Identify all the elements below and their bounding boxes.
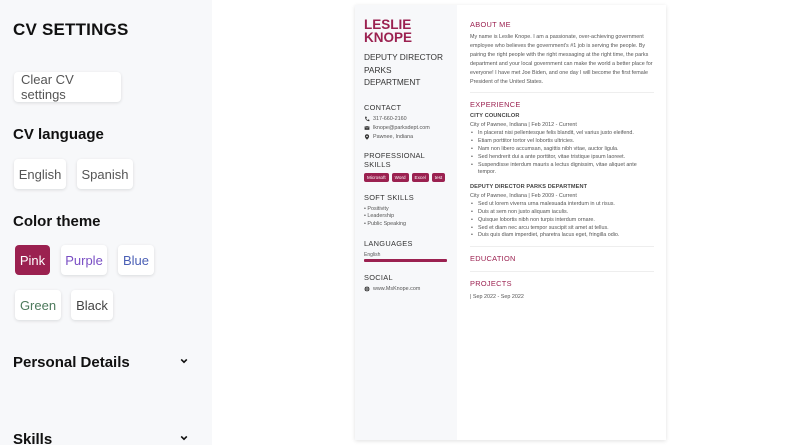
about-text: My name is Leslie Knope. I am a passionate, over-achieving government employee who believes the government's #1 job is serving the people. By pairing the right people with the right messaging at the right time, the parks department and your local government can make the world a better place for everyone! I have met Joe Biden, and one day I will become the first female President of the United States. (470, 34, 653, 85)
experience-title: DEPUTY DIRECTOR PARKS DEPARTMENT (470, 184, 588, 191)
bullet-item: • Nam non libero accumsan, sagittis nibh vitae, auctor ligula. (470, 146, 654, 154)
soft-skill-item: • Leadership (364, 213, 395, 219)
experience-heading: EXPERIENCE (470, 100, 521, 110)
location-pin-icon (364, 134, 370, 140)
bullet-item: • Suspendisse interdum mauris a lectus dignissim, vitae aliquet ante tempor. (470, 162, 654, 178)
color-pink-button[interactable]: Pink (15, 245, 50, 275)
contact-location (364, 134, 448, 140)
cv-document (355, 5, 666, 440)
education-heading: EDUCATION (470, 254, 516, 264)
cv-right-column (457, 5, 666, 440)
soft-skills-heading: SOFT SKILLS (364, 192, 414, 202)
cv-left-column (355, 5, 457, 440)
bullet-item: • Duis quis diam imperdiet, pharetra lacus eget, fringilla odio. (470, 232, 654, 240)
color-theme-heading: Color theme (13, 213, 101, 230)
divider (470, 271, 654, 272)
cv-job-title (364, 51, 448, 89)
bullet-item: • Quisque lobortis nibh non turpis interdum ornare. (470, 217, 654, 225)
globe-icon (364, 286, 370, 292)
chevron-down-icon[interactable] (180, 434, 188, 442)
sidebar-title: CV SETTINGS (13, 20, 129, 39)
clear-cv-settings-button[interactable]: Clear CV settings (14, 72, 121, 102)
bullet-item: • Sed ut lorem viverra urna malesuada interdum in ut risus. (470, 201, 654, 209)
chevron-down-icon[interactable] (180, 357, 188, 365)
contact-email (364, 125, 448, 131)
skill-tag: Word (392, 173, 409, 182)
social-website (364, 286, 448, 292)
envelope-icon (364, 125, 370, 131)
email-text: lknope@parksdept.com (373, 124, 430, 131)
experience-title: CITY COUNCILOR (470, 113, 520, 120)
cv-settings-sidebar (0, 0, 212, 445)
color-green-button[interactable]: Green (15, 290, 61, 320)
project-dates: | Sep 2022 - Sep 2022 (470, 294, 524, 301)
bullet-item: • In placerat nisi pellentesque felis blandit, vel varius justo eleifend. (470, 130, 654, 138)
language-english-button[interactable]: English (14, 159, 66, 189)
experience-entry (470, 184, 654, 240)
experience-entry (470, 113, 654, 177)
color-blue-button[interactable]: Blue (118, 245, 154, 275)
languages-heading: LANGUAGES (364, 239, 413, 248)
skill-tag: Excel (412, 173, 429, 182)
cv-last-name: KNOPE (364, 30, 413, 45)
language-spanish-button[interactable]: Spanish (77, 159, 133, 189)
experience-meta: City of Pawnee, Indiana | Feb 2009 - Current (470, 193, 577, 200)
soft-skill-item: • Public Speaking (364, 220, 407, 227)
color-purple-button[interactable]: Purple (61, 245, 107, 275)
bullet-item: • Duis at sem non justo aliquam iaculis. (470, 209, 654, 217)
bullet-item: • Etiam porttitor tortor vel lobortis ultricies. (470, 138, 654, 146)
color-black-button[interactable]: Black (71, 290, 113, 320)
job-title-line: DEPUTY DIRECTOR (364, 52, 443, 62)
divider (470, 246, 654, 247)
skill-tag: test (432, 173, 445, 182)
job-title-line: PARKS DEPARTMENT (364, 64, 421, 87)
professional-skills-heading: PROFESSIONAL SKILLS (364, 150, 425, 169)
soft-skill-item: • Positivity (364, 205, 389, 212)
language-proficiency-bar (364, 259, 447, 262)
soft-skills-list (364, 206, 448, 229)
cv-first-name: LESLIE (364, 17, 412, 32)
phone-text: 317-660-2160 (373, 115, 407, 122)
language-item: English (364, 252, 381, 258)
social-heading: SOCIAL (364, 272, 393, 282)
skill-tag: Microsoft (364, 173, 389, 182)
experience-bullets (470, 130, 654, 177)
experience-bullets (470, 201, 654, 240)
contact-heading: CONTACT (364, 102, 402, 112)
contact-phone (364, 116, 448, 122)
skills-section-toggle[interactable]: Skills (13, 431, 53, 445)
divider (470, 92, 654, 93)
website-link[interactable]: www.MsKnope.com (373, 285, 421, 292)
personal-details-section-toggle[interactable]: Personal Details (13, 354, 130, 371)
about-heading: ABOUT ME (470, 20, 511, 29)
location-text: Pawnee, Indiana (373, 133, 414, 140)
bullet-item: • Sed et diam nec arcu tempor suscipit sit amet at tellus. (470, 225, 654, 233)
bullet-item: • Sed hendrerit dui a ante porttitor, vitae tristique ipsum laoreet. (470, 154, 654, 162)
projects-heading: PROJECTS (470, 279, 512, 289)
professional-skills-tags (364, 173, 448, 182)
experience-meta: City of Pawnee, Indiana | Feb 2012 - Current (470, 122, 577, 129)
phone-icon (364, 116, 370, 122)
cv-language-heading: CV language (13, 126, 104, 143)
